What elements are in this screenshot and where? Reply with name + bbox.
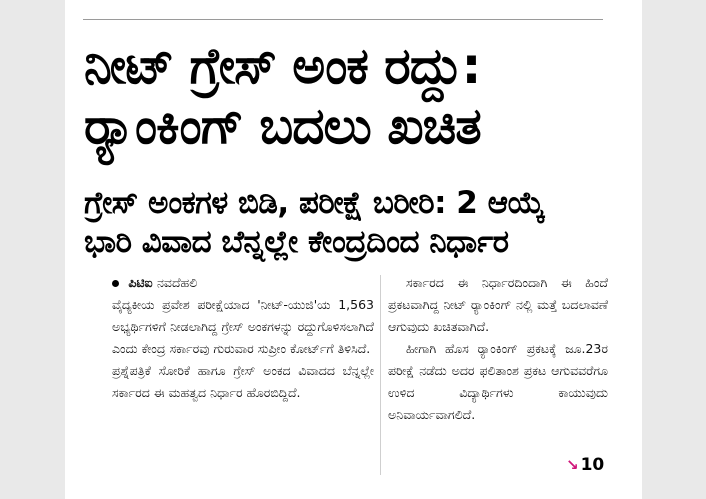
article-paragraph: ಹೀಗಾಗಿ ಹೊಸ ರ್‍ಯಾಂಕಿಂಗ್ ಪ್ರಕಟಕ್ಕೆ ಜೂ.23ರ ಪರೀಕ್ಷೆ ನಡೆದು ಅದರ ಫಲಿತಾಂಶ ಪ್ರಕಟ ಆಗುವವರೆಗೂ ಉಳಿದ ವಿದ್ಯಾರ್ಥಿಗಳು ಕಾಯುವುದು ಅನಿವಾರ್ಯವಾಗಲಿದೆ.	[388, 341, 608, 422]
article-column-left	[112, 272, 374, 404]
headline-line-1: ನೀಟ್ ಗ್ರೇಸ್ ಅಂಕ ರದ್ದು:	[84, 37, 481, 95]
subheadline-line-2: ಭಾರಿ ವಿವಾದ ಬೆನ್ನಲ್ಲೇ ಕೇಂದ್ರದಿಂದ ನಿರ್ಧಾರ	[84, 224, 509, 260]
arrow-down-right-icon: ↘	[566, 456, 579, 474]
bullet-icon	[112, 280, 119, 287]
subheadline-line-1: ಗ್ರೇಸ್ ಅಂಕಗಳ ಬಿಡಿ, ಪರೀಕ್ಷೆ ಬರೀರಿ: 2 ಆಯ್ಕೆ	[84, 185, 545, 221]
article-paragraph: ವೈದ್ಯಕೀಯ ಪ್ರವೇಶ ಪರೀಕ್ಷೆಯಾದ 'ನೀಟ್-ಯುಜಿ'ಯ 1,563 ಅಭ್ಯರ್ಥಿಗಳಿಗೆ ನೀಡಲಾಗಿದ್ದ ಗ್ರೇಸ್ ಅಂಕಗಳನ್ನು ರದ್ದುಗೊಳಿಸಲಾಗಿದೆ ಎಂದು ಕೇಂದ್ರ ಸರ್ಕಾರವು ಗುರುವಾರ ಸುಪ್ರೀಂ ಕೋರ್ಟ್‌ಗೆ ತಿಳಿಸಿದೆ.	[112, 297, 374, 356]
byline-place: ನವದೆಹಲಿ	[156, 275, 198, 290]
continued-on-page[interactable]	[566, 455, 604, 475]
continued-page-number: 10	[580, 455, 605, 475]
column-divider	[380, 275, 381, 475]
top-rule	[83, 19, 603, 20]
byline-source: ಪಿಟಿಐ	[128, 275, 153, 290]
article-paragraph: ಪ್ರಶ್ನೆಪತ್ರಿಕೆ ಸೋರಿಕೆ ಹಾಗೂ ಗ್ರೇಸ್ ಅಂಕದ ವಿವಾದದ ಬೆನ್ನಲ್ಲೇ ಸರ್ಕಾರದ ಈ ಮಹತ್ವದ ನಿರ್ಧಾರ ಹೊರಬಿದ್ದಿದೆ.	[112, 363, 374, 400]
article-column-right	[388, 272, 608, 426]
byline	[112, 272, 374, 294]
headline-line-2: ರ್‍ಯಾಂಕಿಂಗ್ ಬದಲು ಖಚಿತ	[84, 97, 481, 155]
article-paragraph: ಸರ್ಕಾರದ ಈ ನಿರ್ಧಾರದಿಂದಾಗಿ ಈ ಹಿಂದೆ ಪ್ರಕಟವಾಗಿದ್ದ ನೀಟ್ ರ್‍ಯಾಂಕಿಂಗ್ ನಲ್ಲಿ ಮತ್ತೆ ಬದಲಾವಣೆ ಆಗುವುದು ಖಚಿತವಾಗಿದೆ.	[388, 275, 608, 334]
